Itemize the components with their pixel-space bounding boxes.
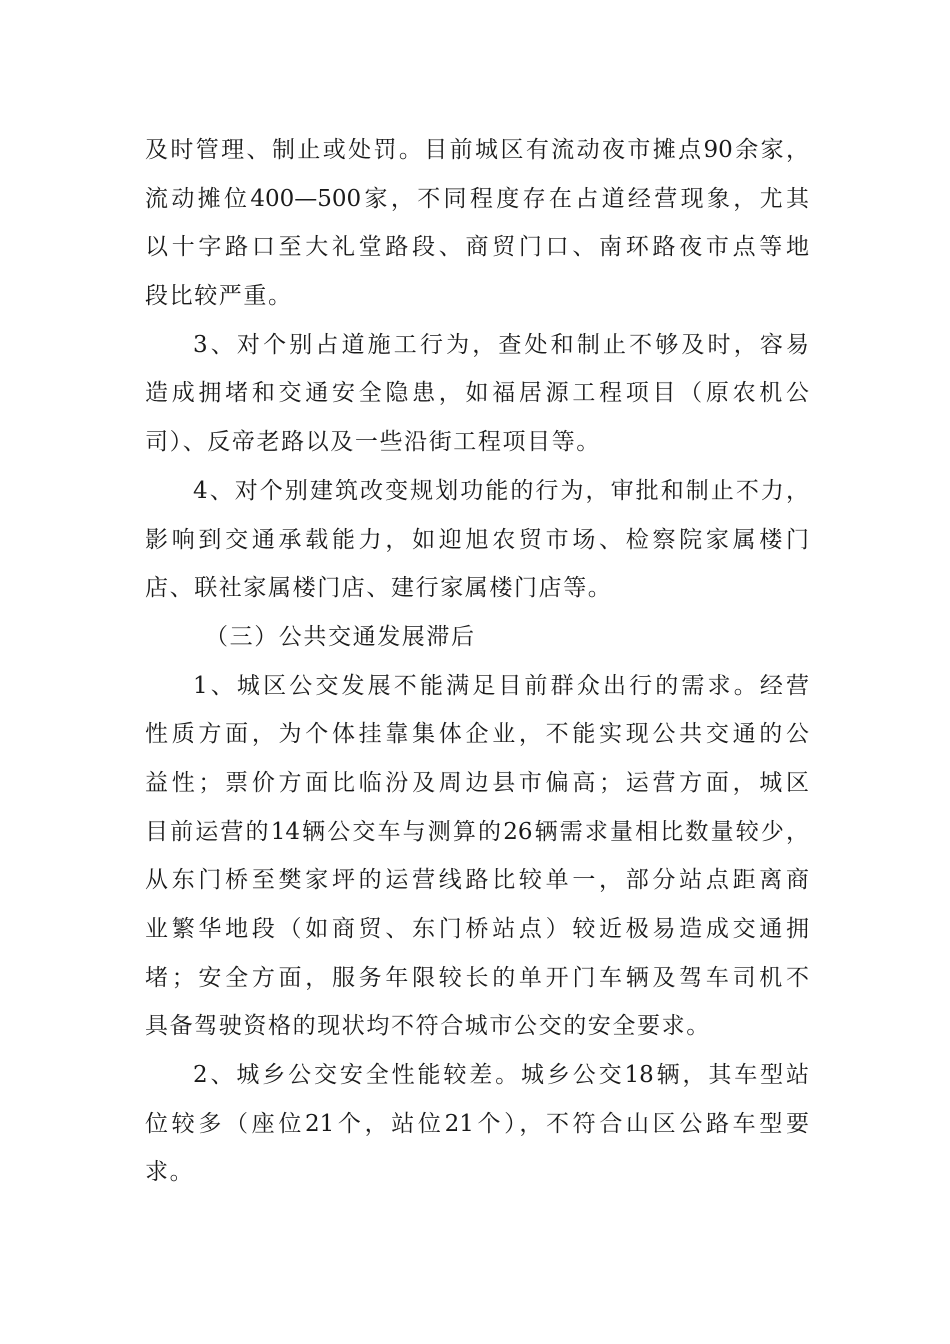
text-line: 及时管理、制止或处罚。目前城区有流动夜市摊点90余家，	[145, 137, 809, 163]
text-line: 位较多（座位21个，站位21个），不符合山区公路车型要	[145, 1110, 809, 1137]
text-line: 流动摊位400—500家，不同程度存在占道经营现象，尤其	[145, 185, 809, 212]
text-line: 1、城区公交发展不能满足目前群众出行的需求。经营	[193, 672, 809, 699]
text-line: 4、对个别建筑改变规划功能的行为，审批和制止不力，	[193, 477, 809, 504]
text-line: 益性；票价方面比临汾及周边县市偏高；运营方面，城区	[145, 769, 809, 796]
text-line: 造成拥堵和交通安全隐患，如福居源工程项目（原农机公	[145, 380, 809, 407]
text-line: 目前运营的14辆公交车与测算的26辆需求量相比数量较少，	[145, 818, 809, 845]
text-line: 具备驾驶资格的现状均不符合城市公交的安全要求。	[145, 1013, 711, 1040]
text-line: 以十字路口至大礼堂路段、商贸门口、南环路夜市点等地	[145, 234, 809, 261]
text-line: 性质方面，为个体挂靠集体企业，不能实现公共交通的公	[145, 721, 809, 748]
section-heading: （三）公共交通发展滞后	[205, 623, 476, 650]
text-line: 求。	[145, 1159, 195, 1186]
text-line: 2、城乡公交安全性能较差。城乡公交18辆，其车型站	[193, 1062, 809, 1089]
text-line: 3、对个别占道施工行为，查处和制止不够及时，容易	[193, 331, 809, 358]
text-line: 从东门桥至樊家坪的运营线路比较单一，部分站点距离商	[145, 867, 809, 894]
text-line: 堵；安全方面，服务年限较长的单开门车辆及驾车司机不	[145, 964, 809, 991]
text-line: 影响到交通承载能力，如迎旭农贸市场、检察院家属楼门	[145, 526, 809, 553]
document-body	[145, 126, 809, 1197]
text-line: 店、联社家属楼门店、建行家属楼门店等。	[145, 575, 613, 602]
text-line: 段比较严重。	[145, 283, 293, 310]
text-line: 司）、反帝老路以及一些沿街工程项目等。	[145, 429, 601, 456]
text-line: 业繁华地段（如商贸、东门桥站点）较近极易造成交通拥	[145, 916, 809, 942]
